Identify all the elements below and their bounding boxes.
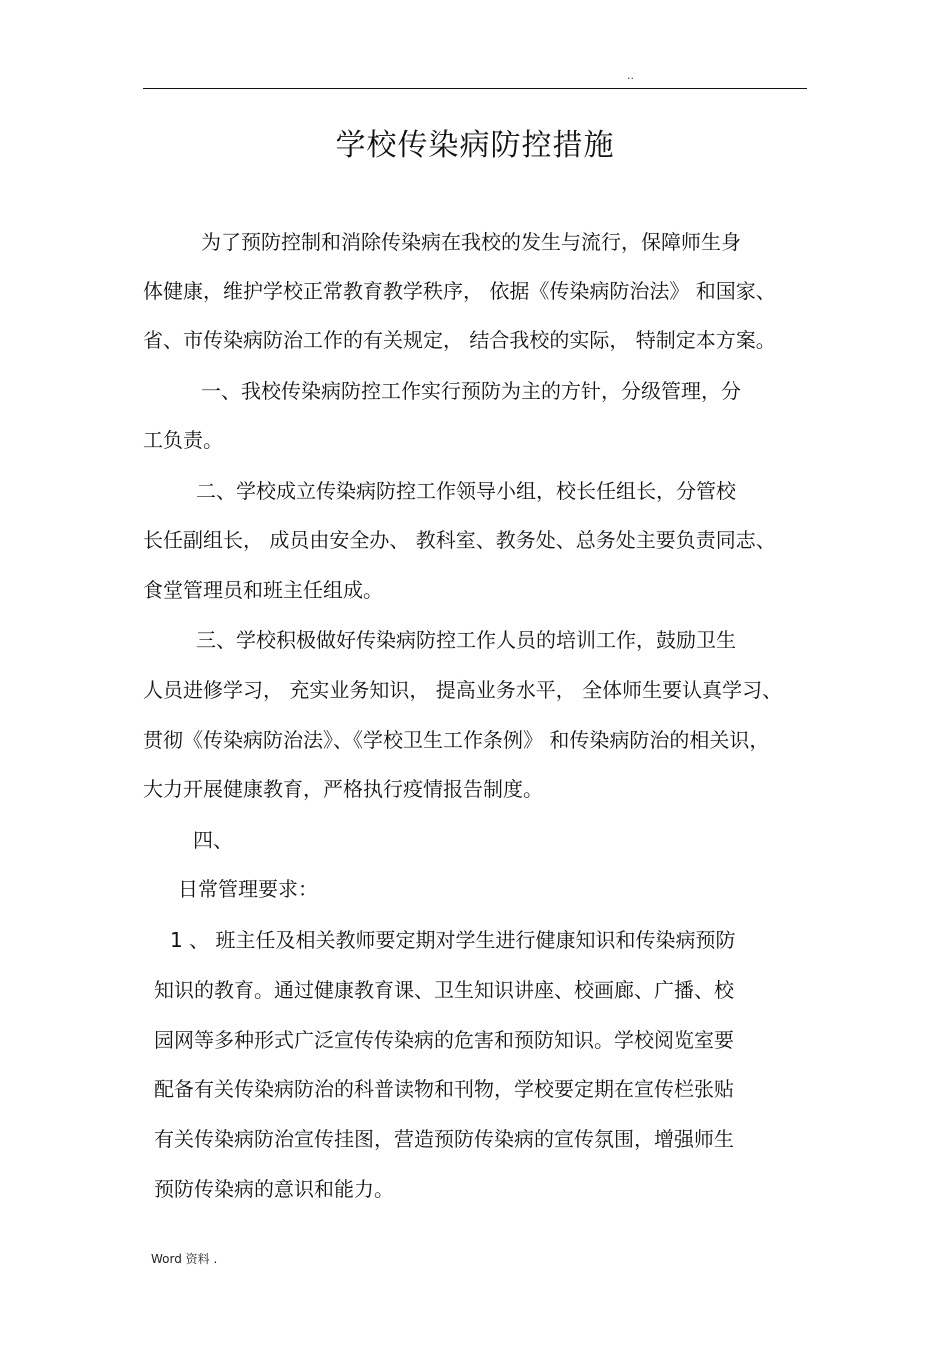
body-line-18: 配备有关传染病防治的科普读物和刊物，学校要定期在宣传栏张贴 bbox=[154, 1077, 734, 1101]
body-line-15: 1 、 班主任及相关教师要定期对学生进行健康知识和传染病预防 bbox=[170, 928, 736, 952]
body-line-5: 工负责。 bbox=[143, 428, 223, 452]
body-line-4: 一、我校传染病防控工作实行预防为主的方针，分级管理，分 bbox=[201, 379, 741, 403]
body-line-12: 大力开展健康教育，严格执行疫情报告制度。 bbox=[143, 777, 543, 801]
body-line-11: 贯彻《传染病防治法》、《学校卫生工作条例》 和传染病防治的相关识， bbox=[143, 728, 770, 752]
body-line-9: 三、学校积极做好传染病防控工作人员的培训工作，鼓励卫生 bbox=[196, 628, 736, 652]
footer-label: Word 资料 . bbox=[151, 1252, 218, 1266]
body-line-8: 食堂管理员和班主任组成。 bbox=[143, 578, 383, 602]
body-line-6: 二、学校成立传染病防控工作领导小组，校长任组长，分管校 bbox=[196, 479, 736, 503]
body-line-17: 园网等多种形式广泛宣传传染病的危害和预防知识。学校阅览室要 bbox=[154, 1028, 734, 1052]
body-line-3: 省、市传染病防治工作的有关规定， 结合我校的实际， 特制定本方案。 bbox=[143, 328, 776, 352]
header-marker: .. bbox=[627, 69, 634, 82]
body-line-16: 知识的教育。通过健康教育课、卫生知识讲座、校画廊、广播、校 bbox=[154, 978, 734, 1002]
body-line-2: 体健康，维护学校正常教育教学秩序， 依据《传染病防治法》 和国家、 bbox=[143, 279, 776, 303]
body-line-19: 有关传染病防治宣传挂图，营造预防传染病的宣传氛围，增强师生 bbox=[154, 1127, 734, 1151]
body-line-14: 日常管理要求： bbox=[178, 877, 318, 901]
body-line-20: 预防传染病的意识和能力。 bbox=[154, 1177, 394, 1201]
body-line-13: 四、 bbox=[193, 828, 233, 852]
body-line-1: 为了预防控制和消除传染病在我校的发生与流行，保障师生身 bbox=[201, 230, 741, 254]
body-line-7: 长任副组长， 成员由安全办、 教科室、教务处、总务处主要负责同志、 bbox=[143, 528, 776, 552]
document-title: 学校传染病防控措施 bbox=[335, 128, 615, 163]
header-rule bbox=[143, 88, 807, 89]
body-line-10: 人员进修学习， 充实业务知识， 提高业务水平， 全体师生要认真学习、 bbox=[143, 678, 783, 702]
